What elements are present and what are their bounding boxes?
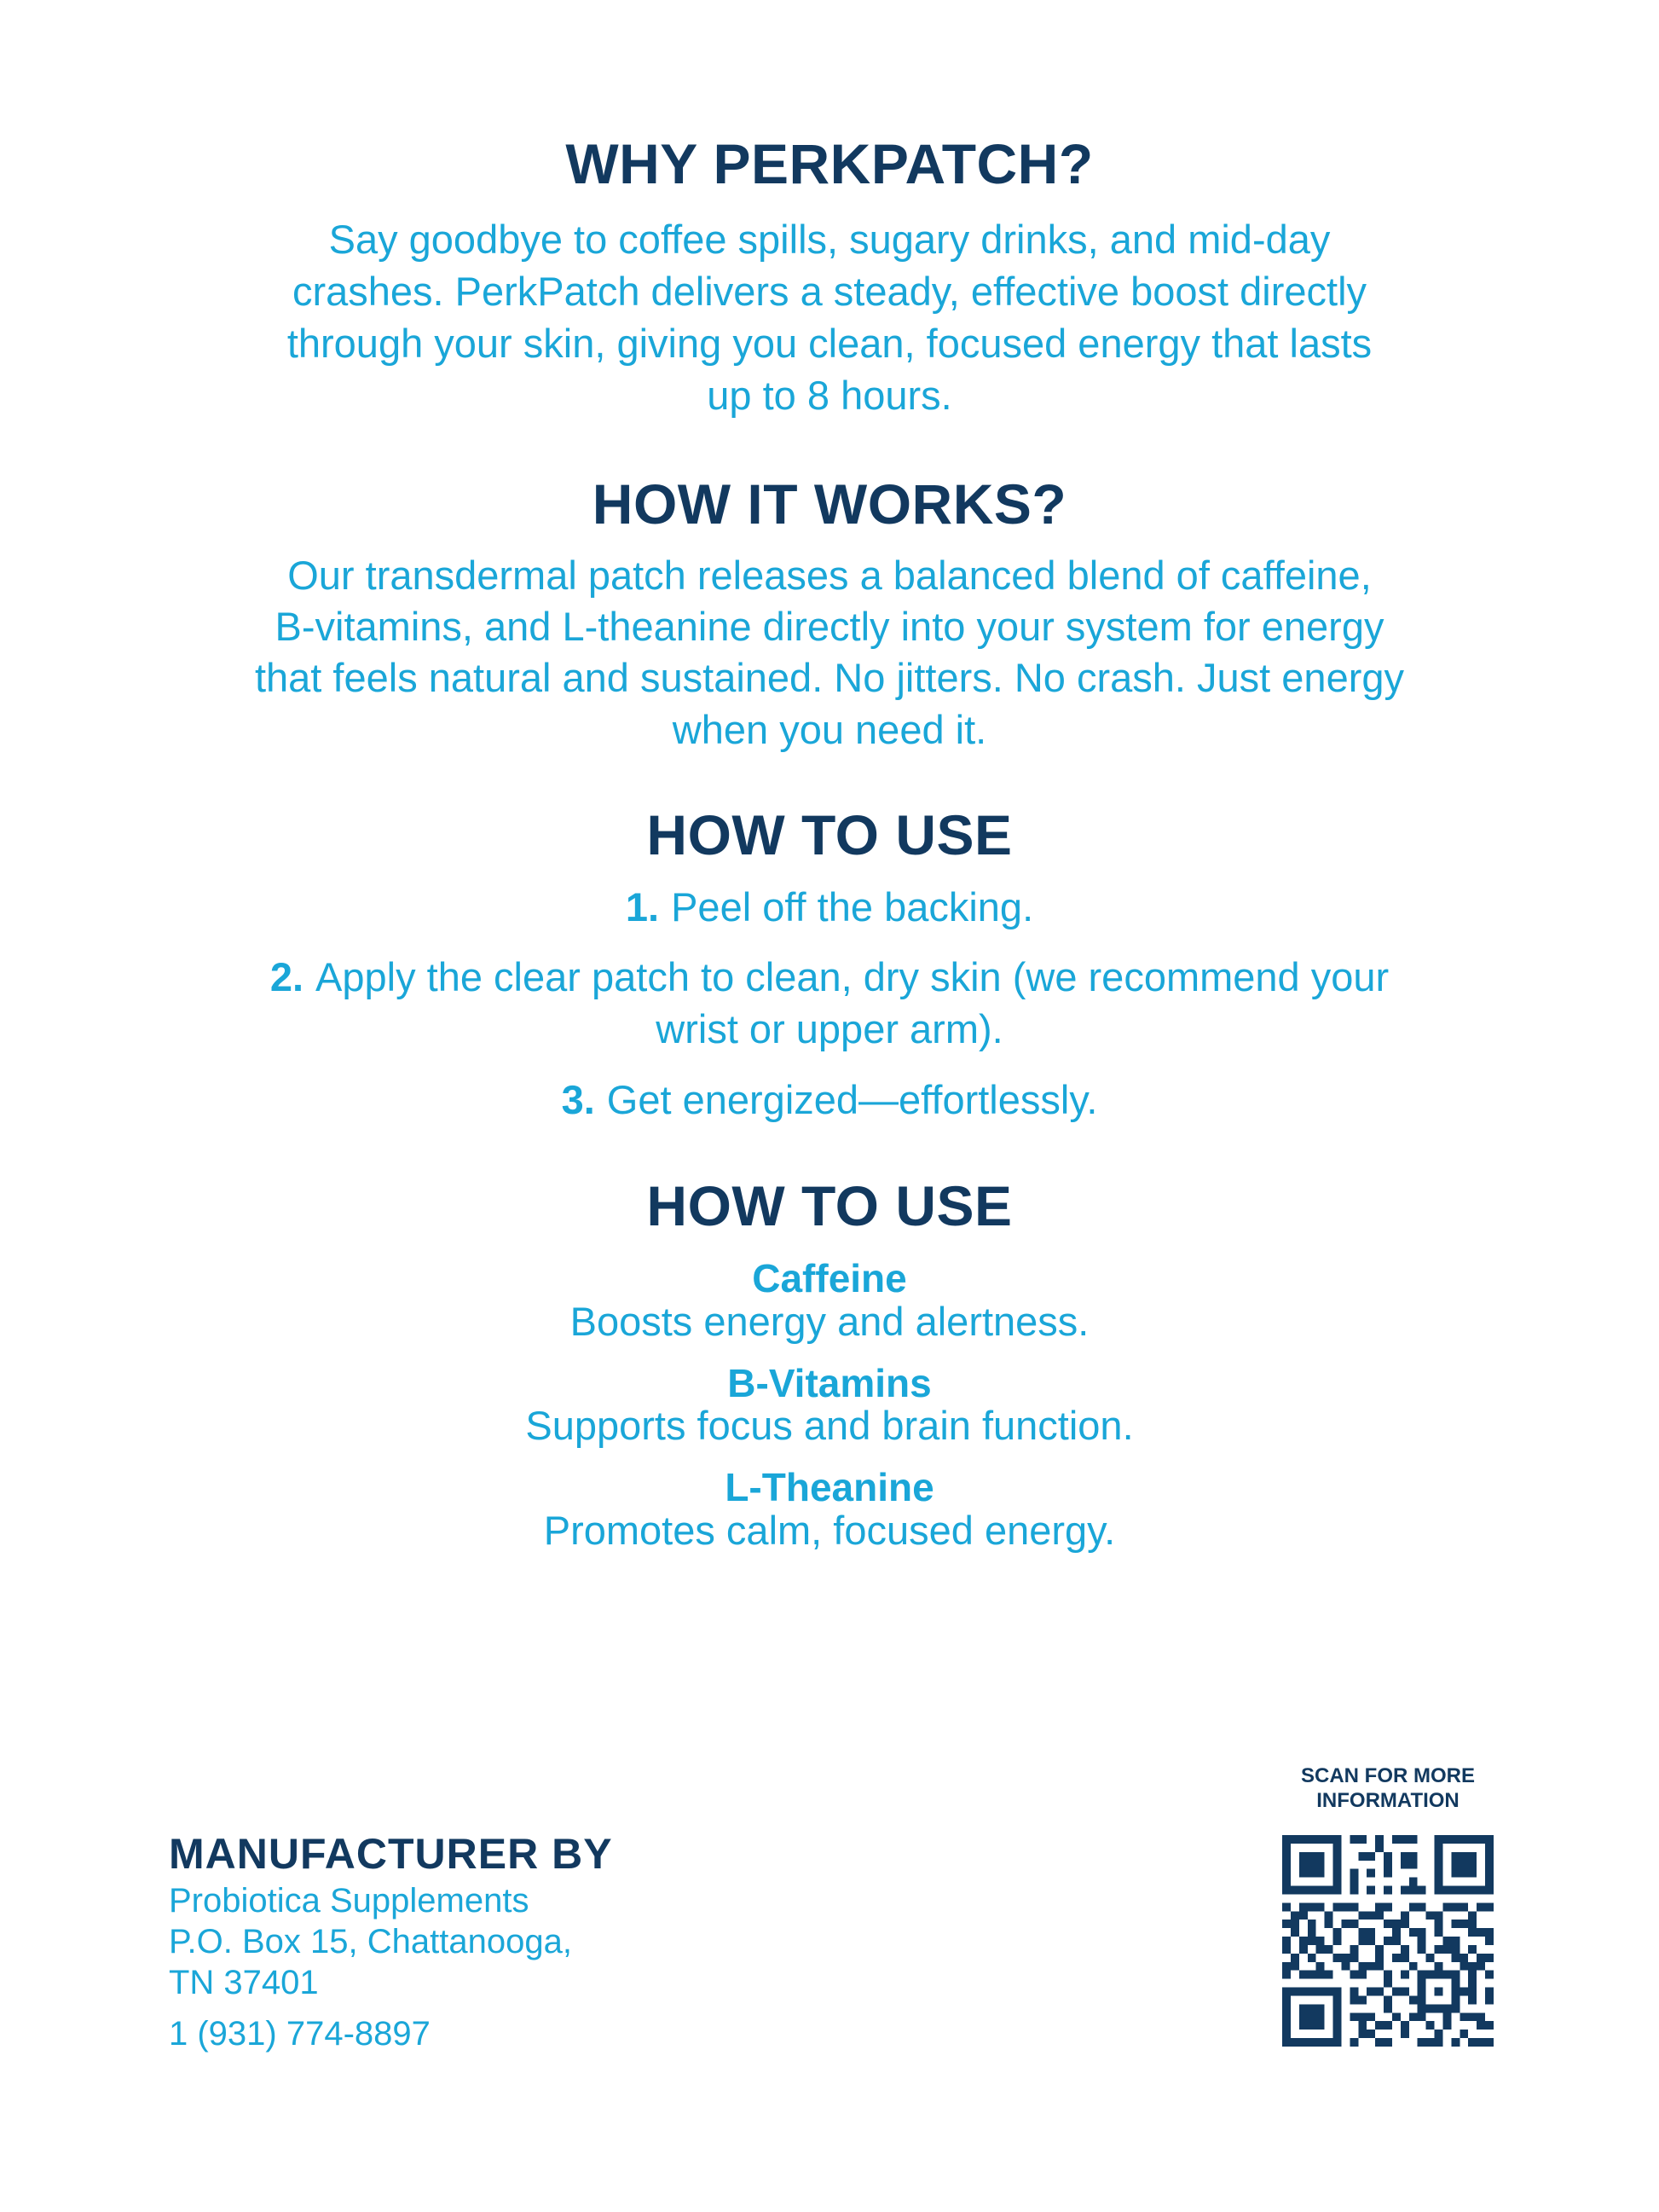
step-item bbox=[162, 951, 1497, 1003]
manufacturer-phone: 1 (931) 774-8897 bbox=[169, 2015, 431, 2053]
how-it-works-line: B-vitamins, and L-theanine directly into your system for energy bbox=[275, 604, 1384, 649]
ingredient-name: L-Theanine bbox=[725, 1465, 934, 1509]
step-text-continued: wrist or upper arm). bbox=[656, 1006, 1003, 1051]
why-line: through your skin, giving you clean, focused energy that lasts bbox=[286, 321, 1373, 366]
how-to-use-heading: HOW TO USE bbox=[646, 803, 1013, 866]
scan-label: INFORMATION bbox=[1316, 1789, 1460, 1812]
how-it-works-line: when you need it. bbox=[672, 707, 987, 752]
manufacturer-address: TN 37401 bbox=[169, 1964, 319, 2001]
qr-code-icon[interactable] bbox=[1282, 1835, 1494, 2047]
ingredients-heading: HOW TO USE bbox=[646, 1174, 1013, 1237]
why-heading: WHY PERKPATCH? bbox=[565, 132, 1094, 195]
step-text: Get energized—effortlessly. bbox=[606, 1077, 1098, 1122]
how-it-works-heading: HOW IT WORKS? bbox=[592, 472, 1067, 536]
ingredient-description: Promotes calm, focused energy. bbox=[543, 1508, 1116, 1553]
step-item bbox=[162, 1074, 1497, 1126]
ingredient-description: Supports focus and brain function. bbox=[525, 1403, 1134, 1448]
why-line: Say goodbye to coffee spills, sugary drinks, and mid-day bbox=[328, 217, 1331, 262]
step-number: 3. bbox=[561, 1077, 595, 1122]
ingredient-name: Caffeine bbox=[752, 1256, 907, 1300]
step-item bbox=[162, 881, 1497, 933]
why-line: crashes. PerkPatch delivers a steady, effective boost directly bbox=[292, 269, 1367, 314]
manufacturer-company: Probiotica Supplements bbox=[169, 1882, 529, 1920]
step-number: 1. bbox=[625, 884, 660, 929]
scan-label: SCAN FOR MORE bbox=[1301, 1764, 1475, 1787]
step-text: Apply the clear patch to clean, dry skin (we recommend your bbox=[315, 954, 1390, 999]
manufacturer-address: P.O. Box 15, Chattanooga, bbox=[169, 1923, 572, 1960]
ingredient-description: Boosts energy and alertness. bbox=[569, 1299, 1090, 1344]
step-number: 2. bbox=[269, 954, 304, 999]
step-text: Peel off the backing. bbox=[671, 884, 1034, 929]
ingredient-name: B-Vitamins bbox=[727, 1361, 932, 1405]
how-it-works-line: Our transdermal patch releases a balanced blend of caffeine, bbox=[287, 553, 1372, 598]
manufacturer-title: MANUFACTURER BY bbox=[169, 1830, 613, 1878]
how-it-works-line: that feels natural and sustained. No jitters. No crash. Just energy bbox=[254, 655, 1405, 700]
why-line: up to 8 hours. bbox=[707, 373, 952, 418]
